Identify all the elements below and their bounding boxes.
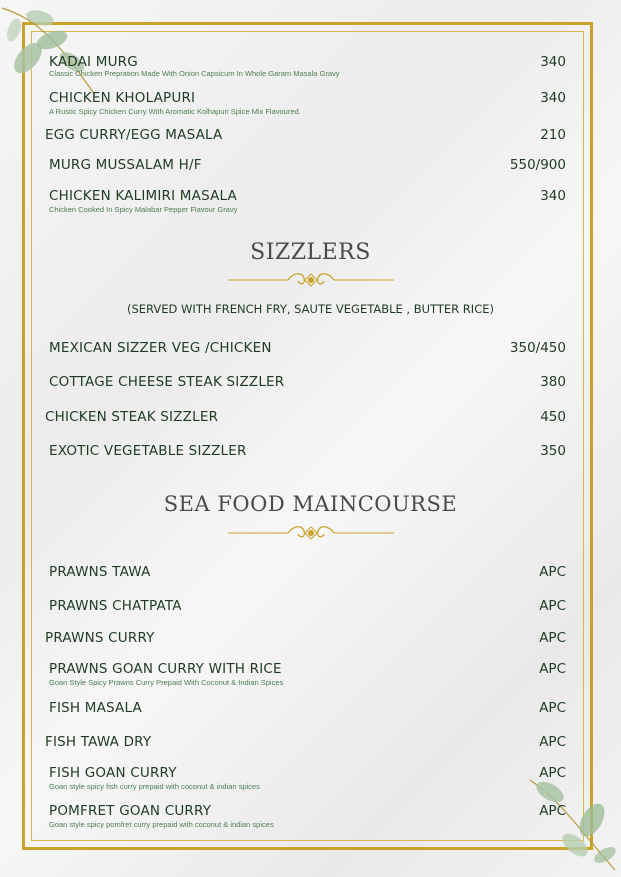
item-description: Goan Style Spicy Prawns Curry Prepaid With Coconut & Indian Spices bbox=[49, 678, 284, 687]
item-name: EXOTIC VEGETABLE SIZZLER bbox=[49, 443, 247, 459]
ornament-divider-icon bbox=[226, 525, 396, 541]
item-name: CHICKEN KHOLAPURI bbox=[49, 90, 196, 106]
item-price: 350/450 bbox=[509, 340, 566, 356]
ornament-divider-icon bbox=[226, 272, 396, 288]
item-price: APC bbox=[539, 734, 566, 750]
item-description: Chicken Cooked In Spicy Malabar Pepper Flavour Gravy bbox=[49, 205, 238, 214]
item-price: APC bbox=[539, 630, 566, 646]
item-description: Classic Chicken Prepration Made With Onion Capsicum In Whole Garam Masala Gravy bbox=[49, 69, 340, 78]
item-name: PRAWNS TAWA bbox=[49, 564, 151, 580]
item-name: CHICKEN KALIMIRI MASALA bbox=[49, 188, 237, 204]
item-name: PRAWNS CHATPATA bbox=[49, 598, 182, 614]
item-name: FISH MASALA bbox=[49, 700, 142, 716]
item-name: PRAWNS CURRY bbox=[45, 630, 155, 646]
item-name: PRAWNS GOAN CURRY WITH RICE bbox=[49, 661, 282, 677]
item-price: 380 bbox=[540, 374, 566, 390]
leaf-decoration-icon bbox=[520, 770, 621, 877]
item-description: Goan style spicy pomfret curry prepaid with coconut & indian spices bbox=[49, 820, 274, 829]
item-price: APC bbox=[539, 661, 566, 677]
item-price: APC bbox=[539, 564, 566, 580]
item-price: 450 bbox=[540, 409, 566, 425]
item-price: 340 bbox=[540, 54, 566, 70]
item-price: 340 bbox=[540, 90, 566, 106]
item-price: 340 bbox=[540, 188, 566, 204]
item-name: EGG CURRY/EGG MASALA bbox=[45, 127, 223, 143]
item-name: COTTAGE CHEESE STEAK SIZZLER bbox=[49, 374, 285, 390]
item-name: KADAI MURG bbox=[49, 54, 138, 70]
item-price: APC bbox=[539, 765, 566, 781]
item-name: FISH TAWA DRY bbox=[45, 734, 152, 750]
item-name: FISH GOAN CURRY bbox=[49, 765, 177, 781]
item-price: 210 bbox=[540, 127, 566, 143]
item-price: 350 bbox=[540, 443, 566, 459]
sizzlers-note: (SERVED WITH FRENCH FRY, SAUTE VEGETABLE , BUTTER RICE) bbox=[127, 302, 494, 316]
gold-frame-inner bbox=[31, 31, 584, 841]
item-description: Goan style spicy fish curry prepaid with coconut & indian spices bbox=[49, 782, 260, 791]
item-name: MEXICAN SIZZER VEG /CHICKEN bbox=[49, 340, 272, 356]
section-title-sizzlers: SIZZLERS bbox=[250, 240, 371, 265]
item-description: A Rustic Spicy Chicken Curry With Aromatic Kolhapuri Spice Mix Flavoured. bbox=[49, 107, 301, 116]
item-name: CHICKEN STEAK SIZZLER bbox=[45, 409, 219, 425]
item-name: POMFRET GOAN CURRY bbox=[49, 803, 212, 819]
item-price: APC bbox=[539, 598, 566, 614]
item-name: MURG MUSSALAM H/F bbox=[49, 157, 202, 173]
item-price: 550/900 bbox=[509, 157, 566, 173]
item-price: APC bbox=[539, 700, 566, 716]
item-price: APC bbox=[539, 803, 566, 819]
section-title-seafood: SEA FOOD MAINCOURSE bbox=[163, 492, 458, 516]
